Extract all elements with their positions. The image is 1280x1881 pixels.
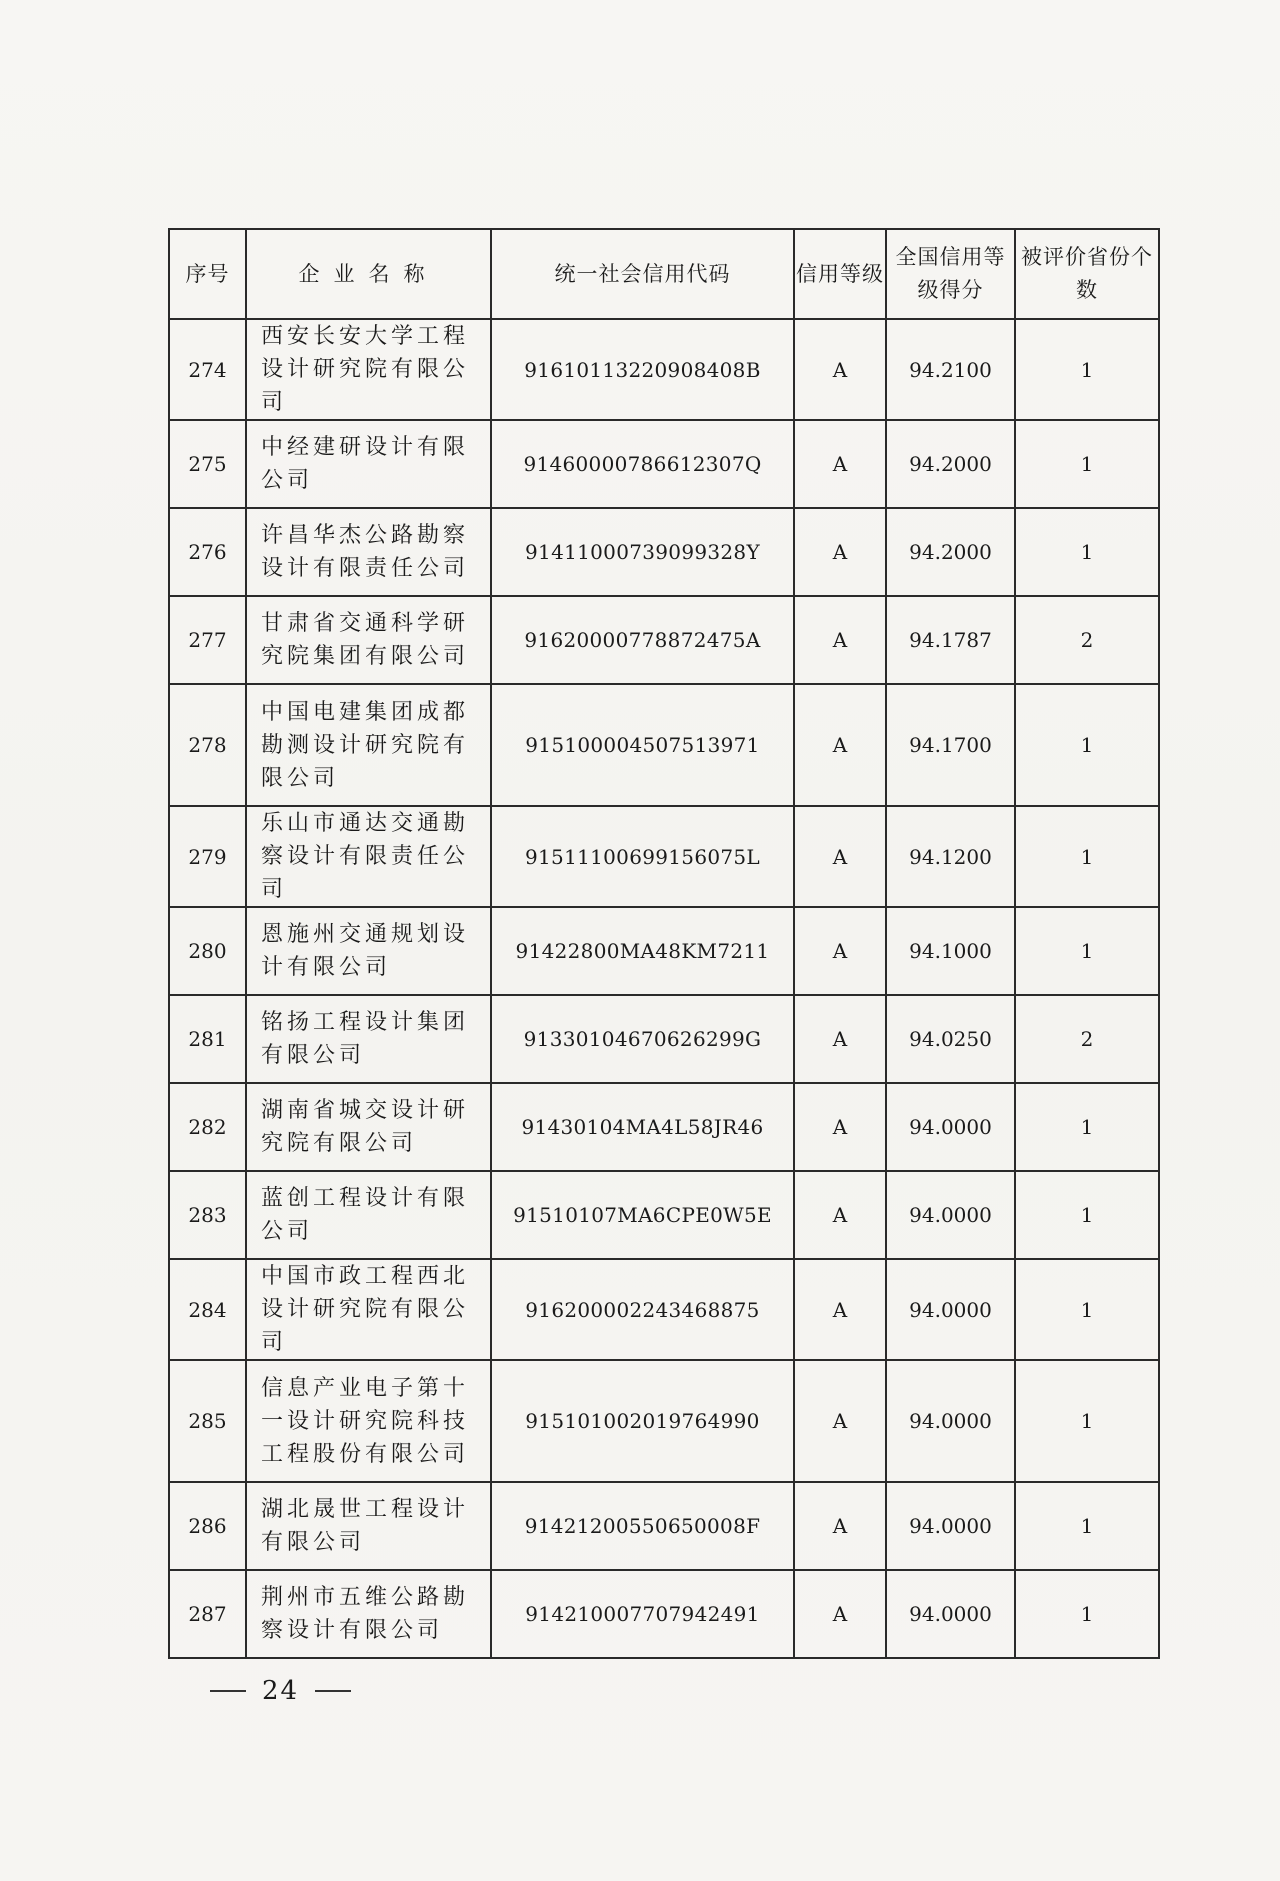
cell-credit-grade: A — [794, 1482, 886, 1570]
table-row — [169, 596, 1159, 684]
footer-dash-right — [315, 1690, 351, 1692]
cell-province-count: 1 — [1015, 806, 1159, 907]
cell-national-score: 94.2000 — [886, 508, 1015, 596]
header-seq: 序号 — [169, 229, 246, 319]
cell-credit-grade: A — [794, 1259, 886, 1360]
header-company-name: 企业名称 — [246, 229, 491, 319]
cell-company-name: 湖北晟世工程设计有限公司 — [246, 1482, 491, 1570]
cell-province-count: 1 — [1015, 1171, 1159, 1259]
cell-company-name: 荆州市五维公路勘察设计有限公司 — [246, 1570, 491, 1658]
cell-seq: 283 — [169, 1171, 246, 1259]
cell-credit-code: 91510107MA6CPE0W5E — [491, 1171, 794, 1259]
cell-credit-code: 914210007707942491 — [491, 1570, 794, 1658]
cell-seq: 275 — [169, 420, 246, 508]
cell-province-count: 2 — [1015, 995, 1159, 1083]
cell-national-score: 94.2100 — [886, 319, 1015, 420]
cell-credit-code: 915101002019764990 — [491, 1360, 794, 1482]
footer-dash-left — [210, 1690, 246, 1692]
cell-seq: 276 — [169, 508, 246, 596]
cell-credit-code: 916200002243468875 — [491, 1259, 794, 1360]
cell-province-count: 1 — [1015, 1482, 1159, 1570]
table-row — [169, 806, 1159, 907]
table-row — [169, 1482, 1159, 1570]
cell-seq: 274 — [169, 319, 246, 420]
header-national-score: 全国信用等级得分 — [886, 229, 1015, 319]
cell-credit-grade: A — [794, 1570, 886, 1658]
cell-national-score: 94.0000 — [886, 1482, 1015, 1570]
cell-seq: 281 — [169, 995, 246, 1083]
cell-credit-grade: A — [794, 907, 886, 995]
cell-province-count: 1 — [1015, 1570, 1159, 1658]
table-row — [169, 1083, 1159, 1171]
cell-company-name: 铭扬工程设计集团有限公司 — [246, 995, 491, 1083]
cell-credit-grade: A — [794, 319, 886, 420]
cell-credit-code: 91422800MA48KM7211 — [491, 907, 794, 995]
cell-province-count: 2 — [1015, 596, 1159, 684]
cell-credit-grade: A — [794, 1171, 886, 1259]
cell-seq: 285 — [169, 1360, 246, 1482]
cell-seq: 278 — [169, 684, 246, 806]
cell-company-name: 乐山市通达交通勘察设计有限责任公司 — [246, 806, 491, 907]
cell-province-count: 1 — [1015, 319, 1159, 420]
table-row — [169, 420, 1159, 508]
cell-seq: 286 — [169, 1482, 246, 1570]
cell-credit-grade: A — [794, 596, 886, 684]
page-footer — [210, 1676, 351, 1706]
cell-company-name: 中国市政工程西北设计研究院有限公司 — [246, 1259, 491, 1360]
cell-credit-code: 91411000739099328Y — [491, 508, 794, 596]
cell-company-name: 许昌华杰公路勘察设计有限责任公司 — [246, 508, 491, 596]
table-row — [169, 995, 1159, 1083]
table-row — [169, 1171, 1159, 1259]
cell-company-name: 湖南省城交设计研究院有限公司 — [246, 1083, 491, 1171]
table-row — [169, 1259, 1159, 1360]
cell-province-count: 1 — [1015, 508, 1159, 596]
header-province-count: 被评价省份个数 — [1015, 229, 1159, 319]
cell-national-score: 94.0250 — [886, 995, 1015, 1083]
cell-province-count: 1 — [1015, 1360, 1159, 1482]
cell-credit-code: 915100004507513971 — [491, 684, 794, 806]
header-credit-code: 统一社会信用代码 — [491, 229, 794, 319]
cell-province-count: 1 — [1015, 684, 1159, 806]
cell-company-name: 中经建研设计有限公司 — [246, 420, 491, 508]
cell-province-count: 1 — [1015, 420, 1159, 508]
cell-national-score: 94.1700 — [886, 684, 1015, 806]
table-row — [169, 1570, 1159, 1658]
table-row — [169, 1360, 1159, 1482]
cell-company-name: 甘肃省交通科学研究院集团有限公司 — [246, 596, 491, 684]
cell-company-name: 信息产业电子第十一设计研究院科技工程股份有限公司 — [246, 1360, 491, 1482]
cell-credit-code: 91330104670626299G — [491, 995, 794, 1083]
cell-seq: 284 — [169, 1259, 246, 1360]
cell-credit-code: 91421200550650008F — [491, 1482, 794, 1570]
cell-credit-grade: A — [794, 806, 886, 907]
cell-credit-grade: A — [794, 508, 886, 596]
cell-national-score: 94.0000 — [886, 1171, 1015, 1259]
cell-credit-code: 91620000778872475A — [491, 596, 794, 684]
cell-credit-grade: A — [794, 1083, 886, 1171]
cell-national-score: 94.0000 — [886, 1570, 1015, 1658]
cell-company-name: 中国电建集团成都勘测设计研究院有限公司 — [246, 684, 491, 806]
table-row — [169, 319, 1159, 420]
table-row — [169, 907, 1159, 995]
cell-national-score: 94.0000 — [886, 1083, 1015, 1171]
cell-province-count: 1 — [1015, 1259, 1159, 1360]
cell-credit-grade: A — [794, 995, 886, 1083]
cell-seq: 279 — [169, 806, 246, 907]
table-row — [169, 508, 1159, 596]
cell-national-score: 94.0000 — [886, 1259, 1015, 1360]
cell-seq: 282 — [169, 1083, 246, 1171]
cell-national-score: 94.1787 — [886, 596, 1015, 684]
header-credit-grade: 信用等级 — [794, 229, 886, 319]
cell-province-count: 1 — [1015, 1083, 1159, 1171]
cell-credit-code: 91460000786612307Q — [491, 420, 794, 508]
cell-seq: 287 — [169, 1570, 246, 1658]
cell-credit-grade: A — [794, 420, 886, 508]
table-header-row — [169, 229, 1159, 319]
cell-credit-grade: A — [794, 1360, 886, 1482]
page-number: 24 — [262, 1676, 300, 1706]
cell-credit-code: 91511100699156075L — [491, 806, 794, 907]
cell-province-count: 1 — [1015, 907, 1159, 995]
cell-company-name: 恩施州交通规划设计有限公司 — [246, 907, 491, 995]
cell-national-score: 94.0000 — [886, 1360, 1015, 1482]
cell-seq: 280 — [169, 907, 246, 995]
cell-credit-code: 91610113220908408B — [491, 319, 794, 420]
cell-national-score: 94.1200 — [886, 806, 1015, 907]
cell-credit-code: 91430104MA4L58JR46 — [491, 1083, 794, 1171]
table-row — [169, 684, 1159, 806]
cell-company-name: 蓝创工程设计有限公司 — [246, 1171, 491, 1259]
cell-credit-grade: A — [794, 684, 886, 806]
cell-company-name: 西安长安大学工程设计研究院有限公司 — [246, 319, 491, 420]
credit-rating-table — [168, 228, 1160, 1659]
cell-national-score: 94.1000 — [886, 907, 1015, 995]
cell-national-score: 94.2000 — [886, 420, 1015, 508]
cell-seq: 277 — [169, 596, 246, 684]
